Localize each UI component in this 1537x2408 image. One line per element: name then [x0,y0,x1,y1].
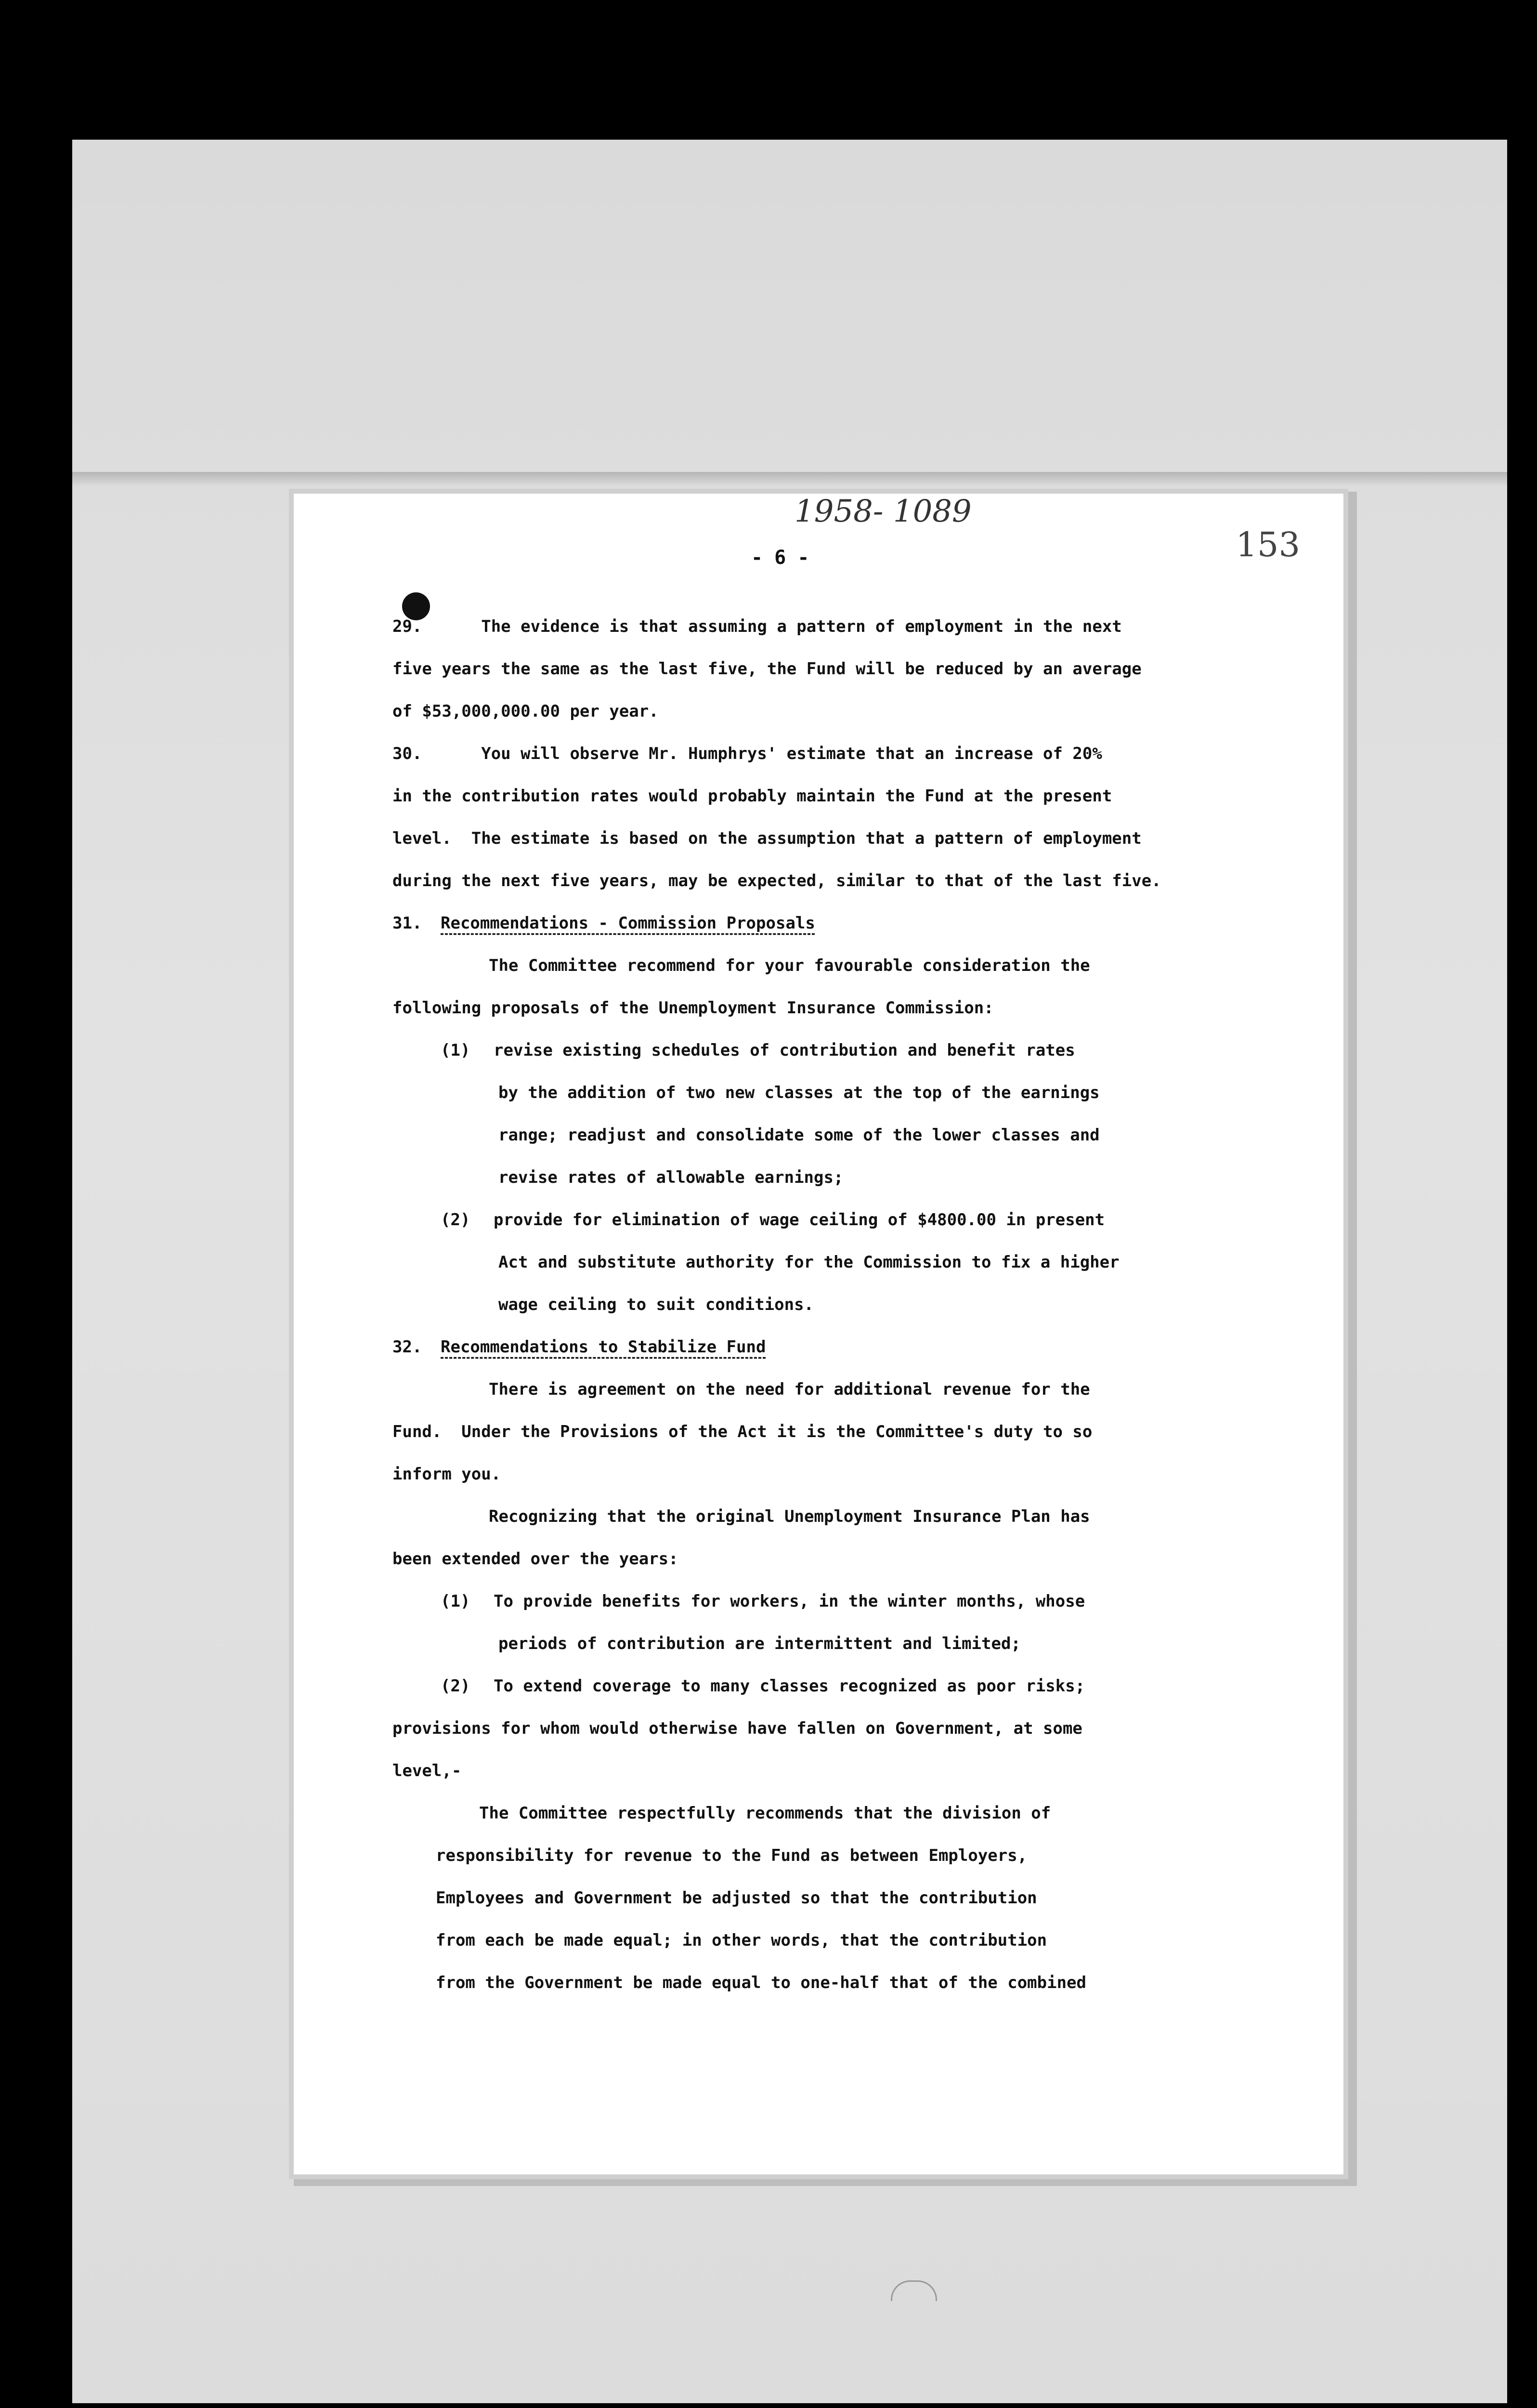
item-number: (1) [441,1041,470,1060]
page-number: - 6 - [751,547,809,569]
section-number: 32. [392,1337,422,1357]
text-line: in the contribution rates would probably maintain the Fund at the present [392,786,1112,806]
text-line: periods of contribution are intermittent and limited; [498,1634,1021,1653]
text-line: 30. You will observe Mr. Humphrys' estimate that an increase of 20% [392,744,1102,763]
fold-shadow [72,472,1507,486]
item-number: (1) [441,1592,470,1611]
item-text: To extend coverage to many classes recognized as poor risks; [494,1676,1085,1696]
text-line: inform you. [392,1465,501,1484]
text-line: level,- [392,1761,462,1780]
text-line: revise rates of allowable earnings; [498,1168,844,1187]
text-line: Fund. Under the Provisions of the Act it is the Committee's duty to so [392,1422,1093,1441]
text-line: provisions for whom would otherwise have fallen on Government, at some [392,1719,1082,1738]
text-line: been extended over the years: [392,1549,678,1569]
text-line: five years the same as the last five, the Fund will be reduced by an average [392,659,1142,679]
text-line: The Committee respectfully recommends that the division of [479,1804,1051,1823]
text-line: level. The estimate is based on the assumption that a pattern of employment [392,829,1142,848]
text-line: responsibility for revenue to the Fund as between Employers, [436,1846,1028,1865]
document-page [294,494,1343,2174]
list-item [392,1029,1307,1072]
text-line: of $53,000,000.00 per year. [392,702,659,721]
item-text: provide for elimination of wage ceiling of $4800.00 in present [494,1210,1105,1230]
text-line: by the addition of two new classes at the top of the earnings [498,1083,1100,1102]
text-line: from each be made equal; in other words, that the contribution [436,1931,1047,1950]
text-line: Recognizing that the original Unemployment Insurance Plan has [489,1507,1090,1526]
text-line: Act and substitute authority for the Commission to fix a higher [498,1253,1120,1272]
text-line: There is agreement on the need for additional revenue for the [489,1380,1090,1399]
section-number: 31. [392,914,422,933]
item-number: (2) [441,1676,470,1696]
text-line: wage ceiling to suit conditions. [498,1295,814,1314]
section-title: Recommendations to Stabilize Fund [441,1337,766,1357]
text-line: The Committee recommend for your favourable consideration the [489,956,1090,975]
text-line: from the Government be made equal to one-half that of the combined [436,1973,1087,1992]
section-heading-32 [392,1326,1307,1368]
stamped-page-number: 153 [1236,525,1300,564]
text-line: 29. The evidence is that assuming a pattern of employment in the next [392,617,1122,636]
body-text [392,605,1307,2004]
section-heading-31 [392,902,1307,944]
text-line: during the next five years, may be expected, similar to that of the last five. [392,871,1161,890]
text-line: range; readjust and consolidate some of the lower classes and [498,1125,1100,1145]
item-text: revise existing schedules of contribution and benefit rates [494,1041,1075,1060]
list-item [392,1665,1307,1707]
list-item [392,1580,1307,1623]
item-number: (2) [441,1210,470,1230]
handwritten-reference: 1958- 1089 [795,494,972,529]
text-line: following proposals of the Unemployment Insurance Commission: [392,998,994,1018]
section-title: Recommendations - Commission Proposals [441,914,815,933]
list-item [392,1199,1307,1241]
text-line: Employees and Government be adjusted so that the contribution [436,1888,1037,1908]
item-text: To provide benefits for workers, in the winter months, whose [494,1592,1085,1611]
